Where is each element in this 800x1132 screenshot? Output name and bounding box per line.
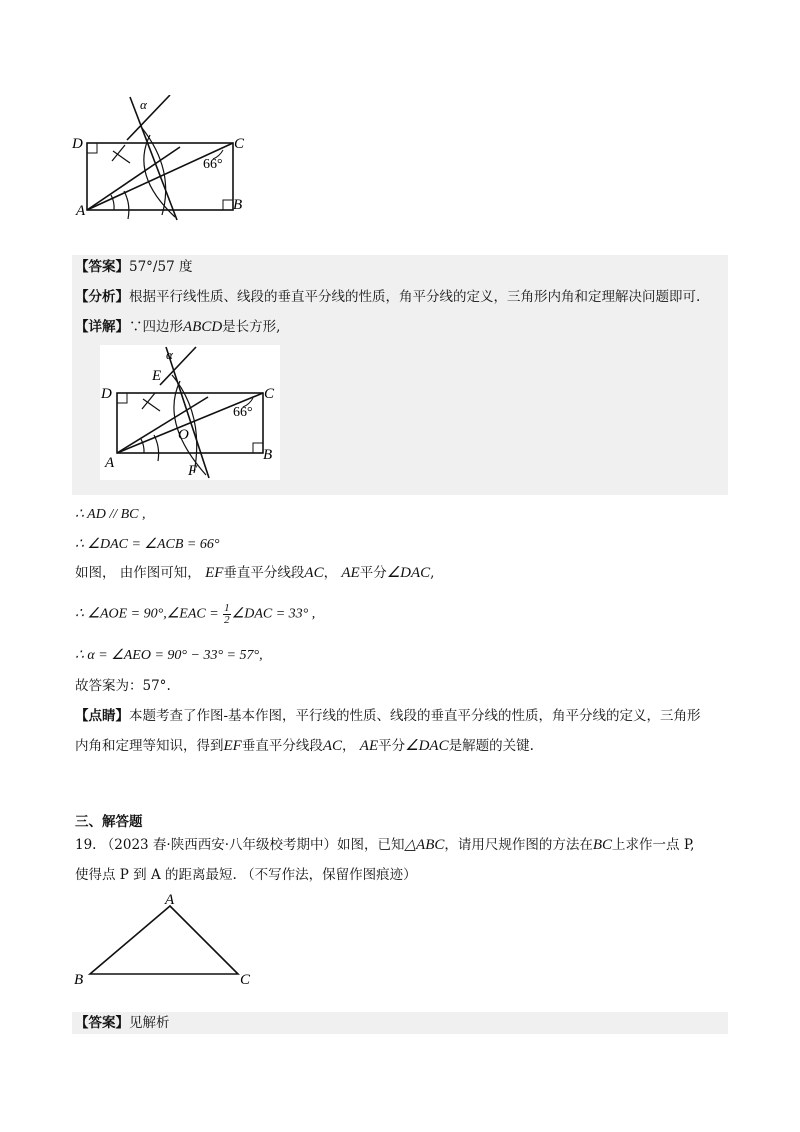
step-parallel: ∴ AD // BC , (75, 507, 146, 522)
step3-mid3: 平分 (359, 565, 387, 581)
step4-b: ∠EAC = (166, 606, 219, 622)
comment-line2 (75, 736, 534, 756)
step3-pre: 如图， 由作图可知， (75, 565, 201, 581)
q19-pre: 19. （2023 春·陕西西安·八年级校考期中）如图，已知 (75, 837, 405, 853)
question19-line2: 使得点 P 到 A 的距离最短. （不写作法，保留作图痕迹） (75, 867, 417, 883)
step4-d: , (311, 606, 316, 622)
step3-dac: ∠DAC (386, 565, 431, 581)
section-title: 三、解答题 (75, 814, 143, 830)
step4-c: ∠DAC = 33° (231, 606, 309, 622)
step4-a: ∴ ∠AOE = 90°, (75, 606, 167, 622)
step3-ef: EF (205, 565, 224, 581)
step3-ac: AC (304, 565, 324, 581)
analysis-tag: 【分析】 (75, 289, 129, 305)
step-final (75, 676, 171, 696)
answer-value: 57°/57 度 (129, 259, 193, 275)
vertex-b-label: B (233, 197, 243, 213)
step5-end: , (259, 648, 263, 663)
step3-end: , (430, 565, 435, 581)
answer19-block (72, 1012, 728, 1034)
angle-66-label: 66° (203, 157, 223, 172)
comment2-ef: EF (223, 738, 242, 754)
step5: ∴ α = ∠AEO = 90° − 33° = 57° (75, 648, 260, 663)
figure-rectangle-construction-labeled (100, 345, 280, 480)
step3-ae: AE (341, 565, 360, 581)
step6-pre: 故答案为： (75, 678, 143, 694)
vertex-c-label-2: C (264, 386, 275, 402)
question19-line1 (75, 835, 694, 855)
answer19-line (75, 1013, 170, 1033)
detail-line (75, 317, 280, 337)
fraction-half (223, 603, 231, 626)
detail-tag: 【详解】 (75, 319, 129, 335)
comment2-dac: ∠DAC (405, 738, 449, 754)
vertex-d-label: D (72, 136, 83, 152)
comment2-ac: AC (322, 738, 342, 754)
detail-pre: 四边形 (142, 319, 183, 335)
step3-mid2: ， (323, 565, 338, 581)
comment2-mid3: 平分 (378, 738, 406, 754)
detail-post: 是长方形, (222, 319, 281, 335)
step6-end: . (166, 678, 171, 694)
q19-end: 上求作一点 P, (612, 837, 695, 853)
point-o-label: O (178, 427, 189, 443)
vertex-a-label: A (76, 203, 86, 219)
because-symbol: ∵ (129, 319, 143, 335)
q19-triangle: △ABC (404, 837, 445, 853)
comment-text1: 本题考查了作图-基本作图，平行线的性质、线段的垂直平分线的性质，角平分线的定义，三角形 (129, 708, 701, 724)
fraction-num: 1 (224, 602, 230, 614)
answer-tag: 【答案】 (75, 259, 129, 275)
vertex-c-label: C (234, 136, 245, 152)
step-alpha (75, 646, 263, 666)
vertex-b-label-2: B (263, 447, 273, 463)
angle-66-label-2: 66° (233, 405, 253, 420)
answer19-tag: 【答案】 (75, 1015, 129, 1031)
answer19-value: 见解析 (129, 1015, 170, 1031)
comment-line1 (75, 706, 701, 726)
vertex-a-label-2: A (105, 455, 115, 471)
analysis-text: 根据平行线性质、线段的垂直平分线的性质，角平分线的定义，三角形内角和定理解决问题即可. (129, 289, 701, 305)
comment2-pre: 内角和定理等知识，得到 (75, 738, 224, 754)
fraction-den: 2 (224, 614, 230, 626)
analysis-line (75, 287, 700, 307)
comment2-end: 是解题的关键. (448, 738, 534, 754)
triangle-vertex-c: C (240, 972, 251, 988)
step6-val: 57° (142, 678, 167, 694)
point-e-label: E (152, 368, 162, 384)
q19-bc: BC (592, 837, 613, 853)
comment2-mid2: ， (342, 738, 356, 754)
answer-line (75, 257, 192, 277)
q19-mid: ，请用尺规作图的方法在 (444, 837, 593, 853)
figure-triangle-abc (70, 890, 270, 995)
step-aoe (75, 603, 315, 626)
shape-name: ABCD (183, 319, 223, 335)
step-angle-equal: ∴ ∠DAC = ∠ACB = 66° (75, 537, 220, 552)
point-f-label: F (188, 463, 198, 479)
comment2-mid1: 垂直平分线段 (241, 738, 323, 754)
figure-rectangle-construction (70, 95, 270, 230)
alpha-label: α (140, 97, 147, 112)
triangle-vertex-b: B (74, 972, 84, 988)
comment-tag: 【点睛】 (75, 708, 129, 724)
alpha-label-2: α (166, 347, 173, 362)
step3-mid1: 垂直平分线段 (223, 565, 305, 581)
step-construction (75, 563, 434, 583)
comment2-ae: AE (359, 738, 379, 754)
vertex-d-label-2: D (101, 386, 112, 402)
triangle-vertex-a: A (165, 892, 175, 908)
